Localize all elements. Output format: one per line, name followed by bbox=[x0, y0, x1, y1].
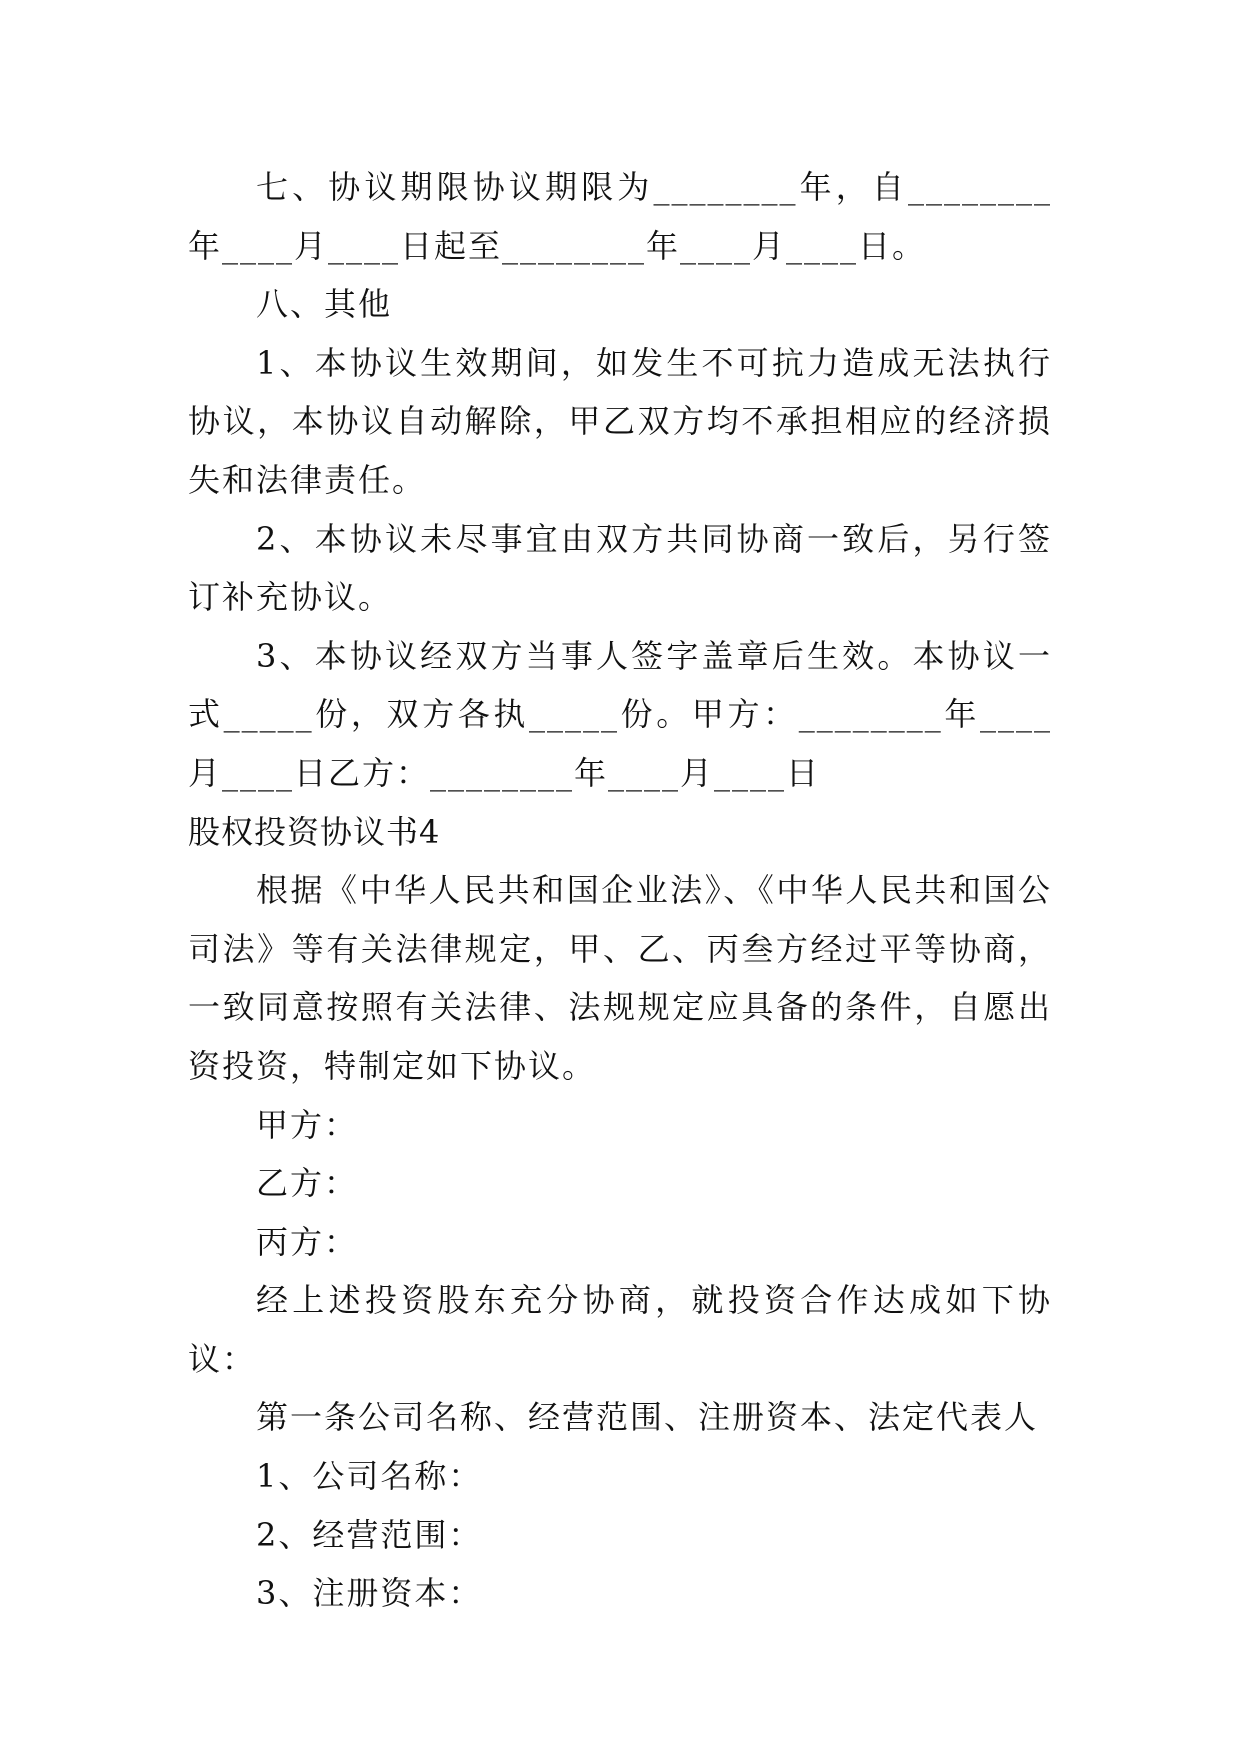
section-7-term: 七、协议期限协议期限为________年，自________年____月____日起至________年____月____日。 bbox=[188, 168, 1052, 265]
item-registered-capital: 3、注册资本： bbox=[256, 1574, 483, 1613]
party-b-label: 乙方： bbox=[256, 1164, 359, 1203]
item-company-name: 1、公司名称： bbox=[256, 1457, 483, 1496]
party-a-label: 甲方： bbox=[256, 1105, 359, 1144]
clause-2: 2、本协议未尽事宜由双方共同协商一致后，另行签订补充协议。 bbox=[188, 519, 1052, 617]
agreement-lead: 经上述投资股东充分协商，就投资合作达成如下协议： bbox=[188, 1281, 1052, 1378]
section-8-title: 八、其他 bbox=[256, 285, 393, 324]
document-body bbox=[188, 158, 1052, 1623]
item-business-scope: 2、经营范围： bbox=[256, 1515, 483, 1554]
clause-1: 1、本协议生效期间，如发生不可抗力造成无法执行协议，本协议自动解除，甲乙双方均不承担相应的经济损失和法律责任。 bbox=[188, 343, 1052, 499]
party-c-label: 丙方： bbox=[256, 1222, 359, 1261]
clause-3: 3、本协议经双方当事人签字盖章后生效。本协议一式_____份，双方各执_____份。甲方：________年____月____日乙方：________年____月____日 bbox=[188, 636, 1052, 792]
article-1-title: 第一条公司名称、经营范围、注册资本、法定代表人 bbox=[256, 1398, 1039, 1437]
intro-paragraph: 根据《中华人民共和国企业法》、《中华人民共和国公司法》等有关法律规定，甲、乙、丙叁方经过平等协商，一致同意按照有关法律、法规规定应具备的条件，自愿出资投资，特制定如下协议。 bbox=[188, 871, 1052, 1085]
document-4-title: 股权投资协议书4 bbox=[188, 812, 441, 851]
